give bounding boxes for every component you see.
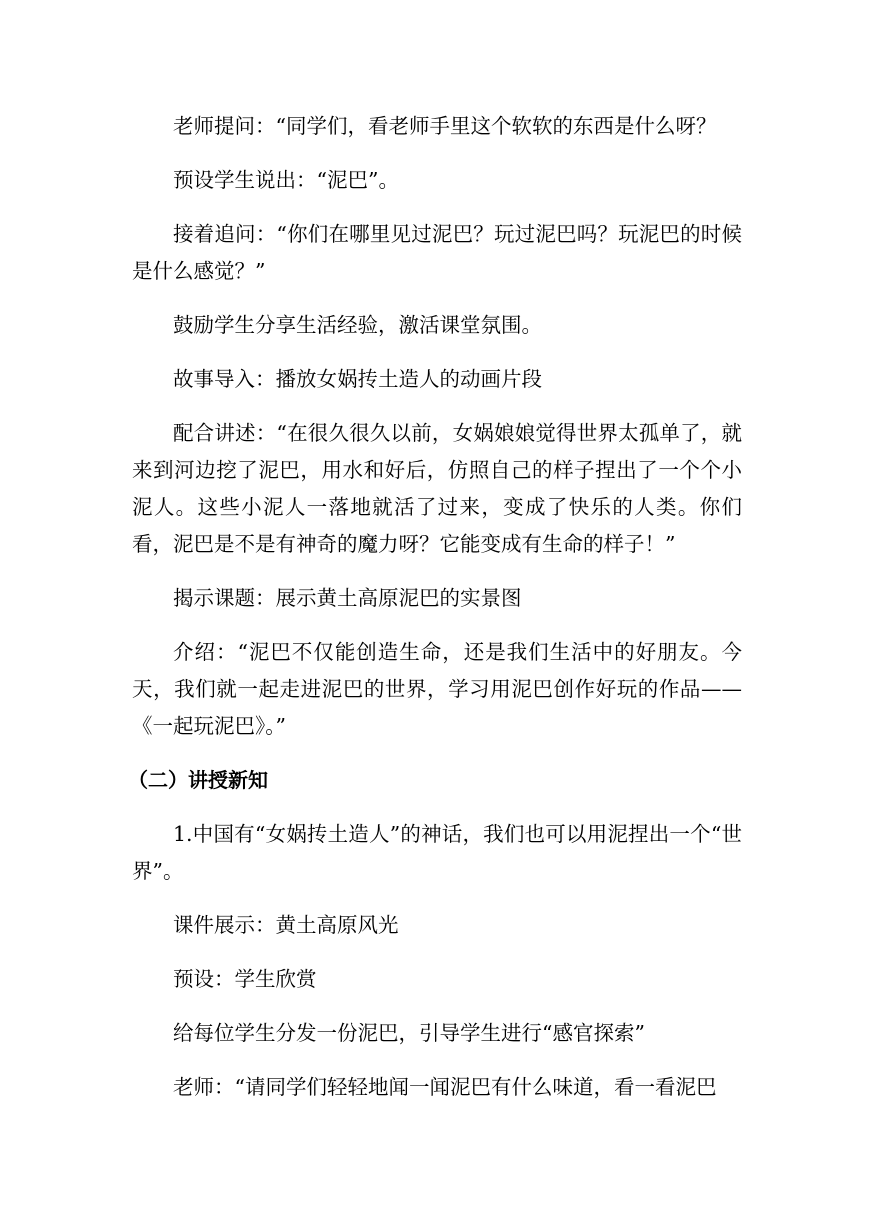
paragraph-encourage-sharing: 鼓励学生分享生活经验，激活课堂氛围。 <box>173 313 542 337</box>
paragraph-courseware: 课件展示：黄土高原风光 <box>173 913 399 937</box>
paragraph-reveal-topic: 揭示课题：展示黄土高原泥巴的实景图 <box>173 586 522 610</box>
document-body <box>128 108 742 1123</box>
paragraph-teacher-question: 老师提问：“同学们，看老师手里这个软软的东西是什么呀？ <box>173 114 717 138</box>
paragraph-introduction: 介绍：“泥巴不仅能创造生命，还是我们生活中的好朋友。今天，我们就一起走进泥巴的世界，学习用泥巴创作好玩的作品——《一起玩泥巴》。” <box>132 640 742 738</box>
paragraph-point-one: 1.中国有“女娲抟土造人”的神话，我们也可以用泥捏出一个“世界”。 <box>132 822 742 883</box>
paragraph-follow-up-question: 接着追问：“你们在哪里见过泥巴？玩过泥巴吗？玩泥巴的时候是什么感觉？” <box>132 222 742 283</box>
paragraph-teacher-instruction: 老师：“请同学们轻轻地闻一闻泥巴有什么味道，看一看泥巴 <box>173 1075 717 1099</box>
section-heading: （二）讲授新知 <box>128 768 268 792</box>
paragraph-distribute-clay: 给每位学生分发一份泥巴，引导学生进行“感官探索” <box>173 1021 645 1045</box>
paragraph-narration: 配合讲述：“在很久很久以前，女娲娘娘觉得世界太孤单了，就来到河边挖了泥巴，用水和好后，仿照自己的样子捏出了一个个小泥人。这些小泥人一落地就活了过来，变成了快乐的人类。你们看，泥巴是不是有神奇的魔力呀？它能变成有生命的样子！” <box>132 421 742 556</box>
paragraph-preset-answer: 预设学生说出：“泥巴”。 <box>173 168 399 192</box>
paragraph-story-intro: 故事导入：播放女娲抟土造人的动画片段 <box>173 367 542 391</box>
paragraph-preset-appreciate: 预设：学生欣赏 <box>173 967 317 991</box>
